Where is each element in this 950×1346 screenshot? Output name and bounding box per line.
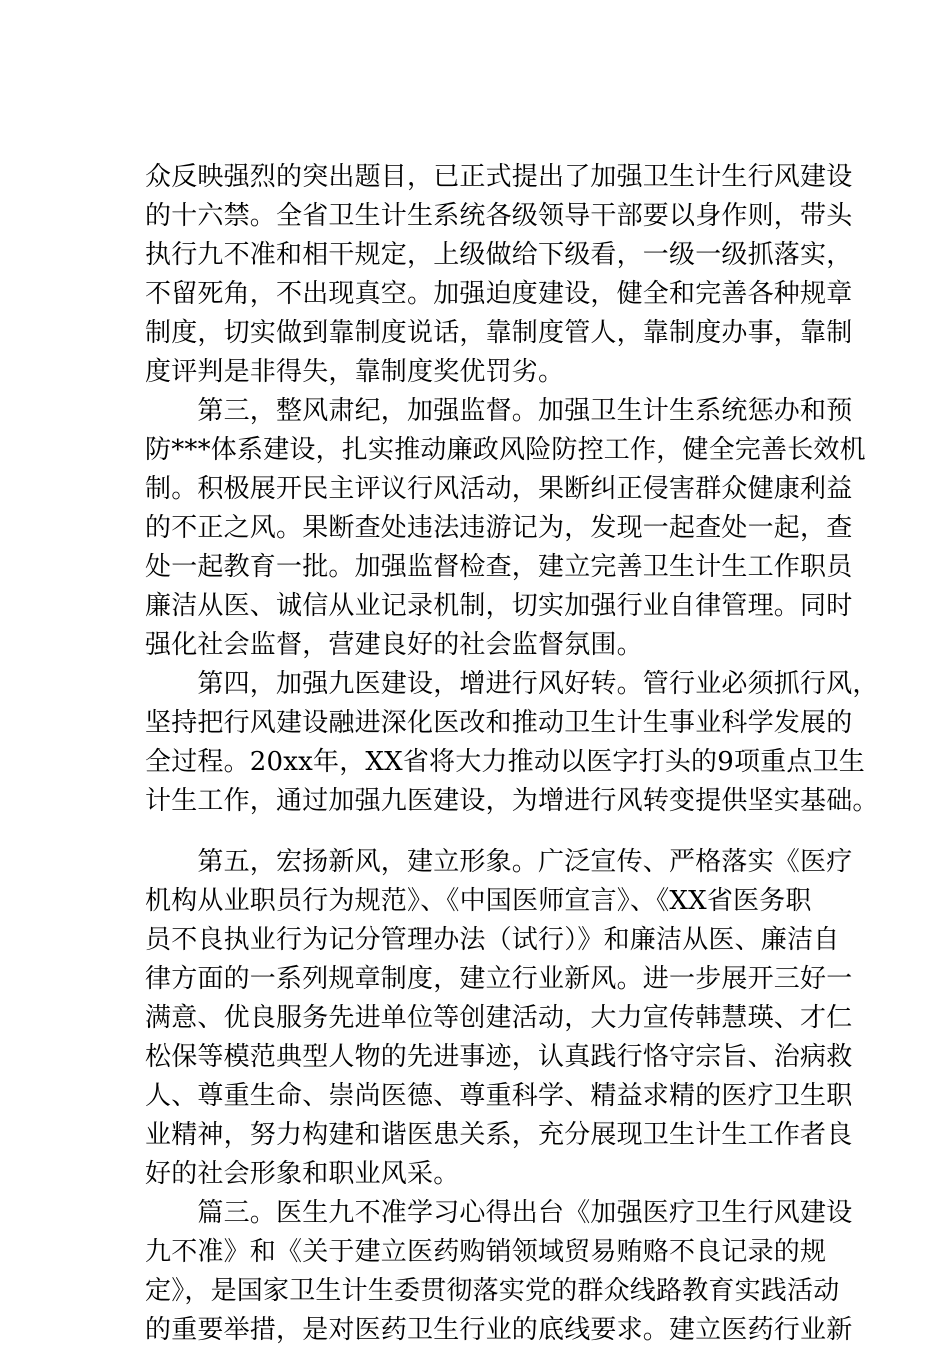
body-text-line: 全过程。20xx年，XX省将大力推动以医字打头的9项重点卫生 — [145, 747, 865, 777]
body-text-line: 好的社会形象和职业风采。 — [145, 1159, 460, 1189]
body-text-line: 处一起教育一批。加强监督检查，建立完善卫生计生工作职员 — [145, 552, 853, 582]
body-text-line: 机构从业职员行为规范》、《中国医师宣言》、《XX省医务职 — [145, 886, 812, 916]
body-text-line: 松保等模范典型人物的先进事迹，认真践行恪守宗旨、治病救 — [145, 1042, 853, 1072]
body-text-line: 不留死角，不出现真空。加强迫度建设，健全和完善各种规章 — [145, 279, 853, 309]
body-text-line: 计生工作，通过加强九医建设，为增进行风转变提供坚实基础。 — [145, 786, 879, 816]
body-text-line: 人、尊重生命、崇尚医德、尊重科学、精益求精的医疗卫生职 — [145, 1081, 853, 1111]
body-text-line: 第五，宏扬新风，建立形象。广泛宣传、严格落实《医疗 — [145, 847, 853, 877]
body-text-line: 强化社会监督，营建良好的社会监督氛围。 — [145, 630, 643, 660]
body-text-line: 度评判是非得失，靠制度奖优罚劣。 — [145, 357, 565, 387]
body-text-line: 坚持把行风建设融进深化医改和推动卫生计生事业科学发展的 — [145, 708, 853, 738]
body-text-line: 满意、优良服务先进单位等创建活动，大力宣传韩慧瑛、才仁 — [145, 1003, 853, 1033]
body-text-line: 九不准》和《关于建立医药购销领域贸易贿赂不良记录的规 — [145, 1237, 827, 1267]
body-text-line: 防***体系建设，扎实推动廉政风险防控工作，健全完善长效机 — [145, 435, 866, 465]
body-text-line: 第四，加强九医建设，增进行风好转。管行业必须抓行风， — [145, 669, 879, 699]
body-text-line: 执行九不准和相干规定，上级做给下级看，一级一级抓落实， — [145, 240, 853, 270]
body-text-line: 定》，是国家卫生计生委贯彻落实党的群众线路教育实践活动 — [145, 1276, 840, 1306]
body-text-line: 的不正之风。果断查处违法违游记为，发现一起查处一起，查 — [145, 513, 853, 543]
body-text-line: 制度，切实做到靠制度说话，靠制度管人，靠制度办事，靠制 — [145, 318, 853, 348]
body-text-line: 的十六禁。全省卫生计生系统各级领导干部要以身作则，带头 — [145, 201, 853, 231]
body-text-line: 的重要举措，是对医药卫生行业的底线要求。建立医药行业新 — [145, 1315, 853, 1345]
body-text-line: 员不良执业行为记分管理办法（试行）》和廉洁从医、廉洁自 — [145, 925, 840, 955]
body-text-line: 业精神，努力构建和谐医患关系，充分展现卫生计生工作者良 — [145, 1120, 853, 1150]
body-text-line: 制。积极展开民主评议行风活动，果断纠正侵害群众健康利益 — [145, 474, 853, 504]
body-text-line: 众反映强烈的突出题目，已正式提出了加强卫生计生行风建设 — [145, 162, 853, 192]
body-text-line: 第三，整风肃纪，加强监督。加强卫生计生系统惩办和预 — [145, 396, 853, 426]
body-text-line: 律方面的一系列规章制度，建立行业新风。进一步展开三好一 — [145, 964, 853, 994]
body-text-line: 篇三。医生九不准学习心得出台《加强医疗卫生行风建设 — [145, 1198, 853, 1228]
body-text-line: 廉洁从医、诚信从业记录机制，切实加强行业自律管理。同时 — [145, 591, 853, 621]
